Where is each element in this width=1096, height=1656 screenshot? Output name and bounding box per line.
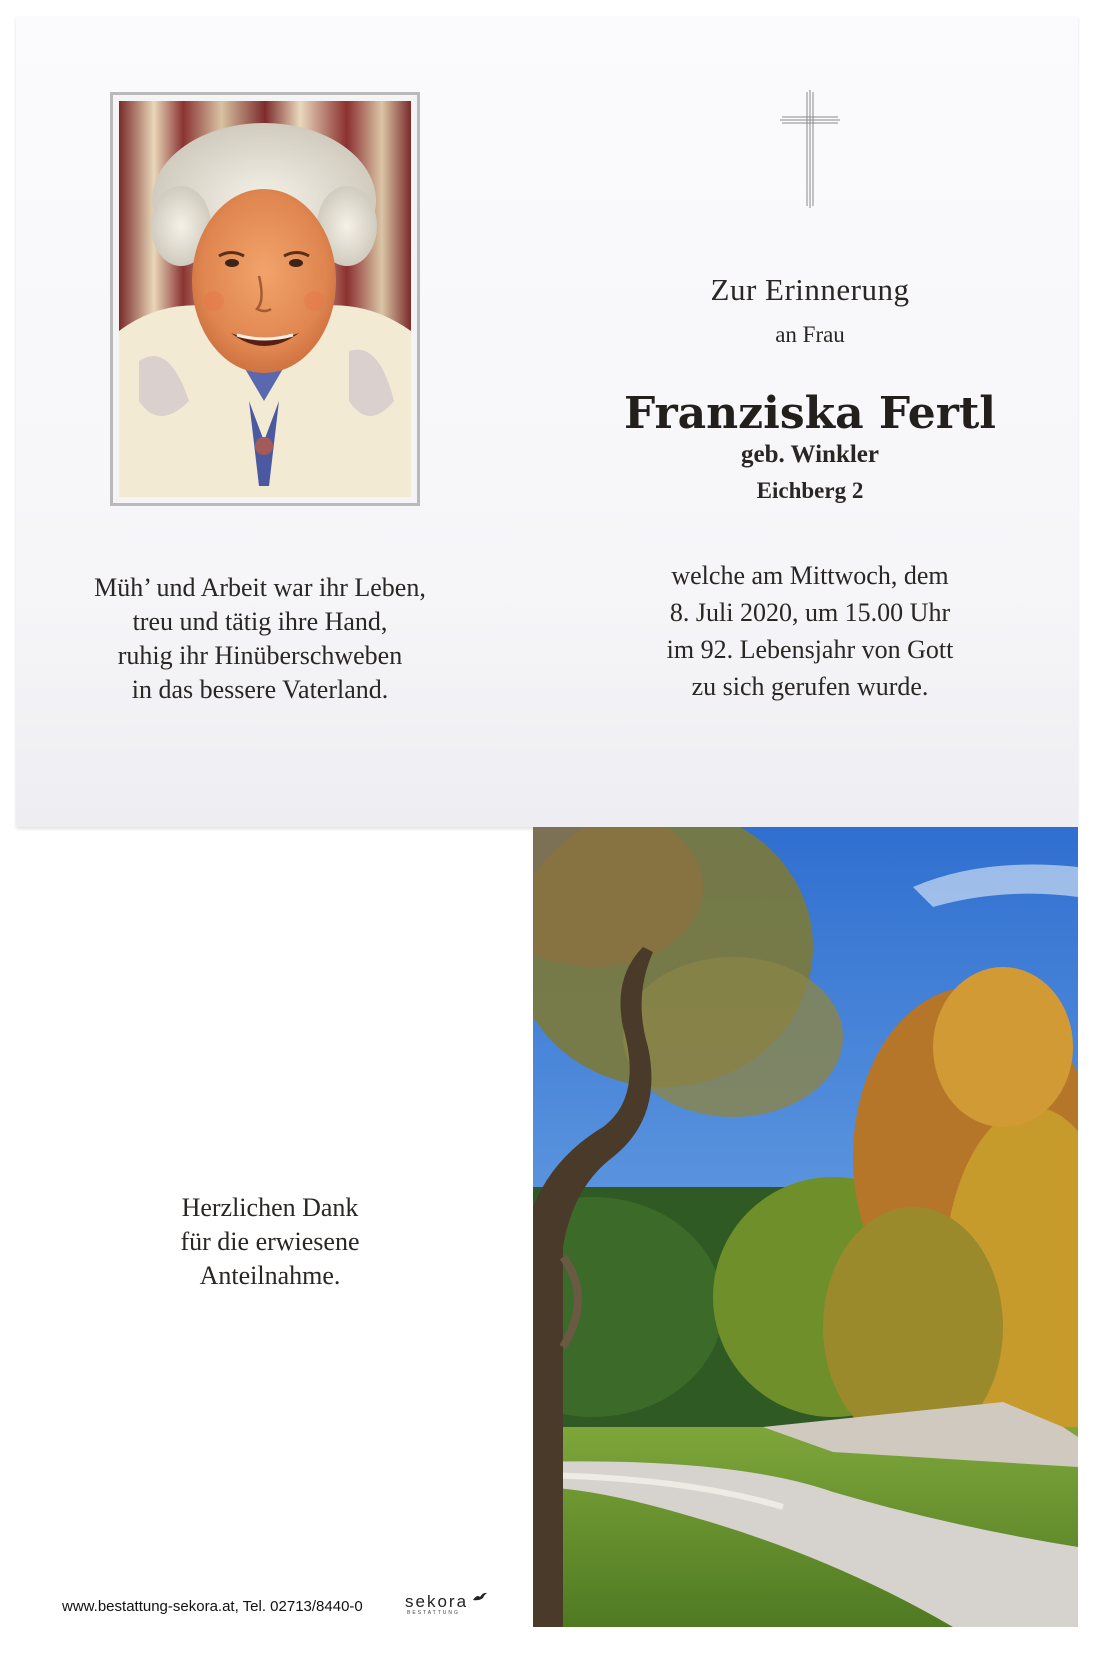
deceased-name: Franziska Fertl: [624, 388, 996, 439]
memorial-verse: [60, 571, 460, 707]
thanks-message: [120, 1191, 420, 1293]
salutation: an Frau: [775, 322, 845, 347]
sekora-logo-bird-icon: [473, 1592, 487, 1602]
portrait-photo: [119, 101, 411, 497]
portrait-photo-frame: [110, 92, 420, 506]
thanks-line: Herzlichen Dank: [181, 1193, 359, 1222]
death-notice-line: im 92. Lebensjahr von Gott: [666, 635, 954, 664]
cross-icon: [780, 88, 840, 208]
death-notice-line: 8. Juli 2020, um 15.00 Uhr: [669, 598, 951, 627]
death-notice-line: welche am Mittwoch, dem: [671, 561, 949, 590]
death-notice: [585, 557, 1035, 705]
maiden-name: geb. Winkler: [741, 441, 879, 468]
verse-line: treu und tätig ihre Hand,: [132, 607, 388, 636]
footer-contact: www.bestattung-sekora.at, Tel. 02713/8440-0: [62, 1598, 363, 1615]
landscape-photo: [533, 827, 1078, 1627]
thanks-line: Anteilnahme.: [199, 1261, 341, 1290]
address: Eichberg 2: [756, 478, 864, 503]
memorial-heading: Zur Erinnerung: [710, 272, 910, 307]
verse-line: Müh’ und Arbeit war ihr Leben,: [94, 573, 426, 602]
logo-subtitle: BESTATTUNG: [407, 1610, 460, 1616]
logo-name: sekora: [405, 1592, 469, 1611]
death-notice-line: zu sich gerufen wurde.: [691, 672, 929, 701]
thanks-line: für die erwiesene: [180, 1227, 360, 1256]
verse-line: in das bessere Vaterland.: [131, 675, 389, 704]
verse-line: ruhig ihr Hinüberschweben: [117, 641, 403, 670]
sekora-logo: [405, 1592, 487, 1616]
